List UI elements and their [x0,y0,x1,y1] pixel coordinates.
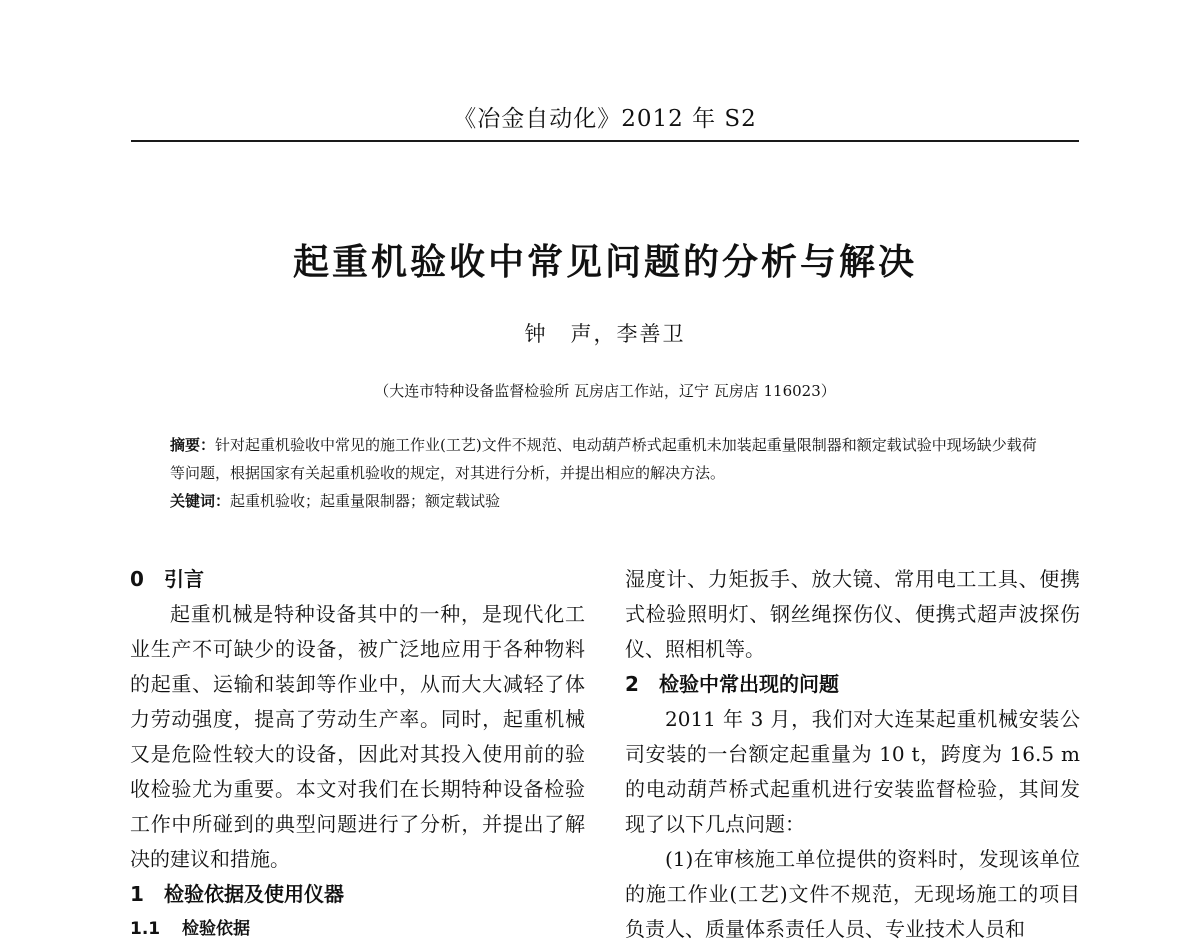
abstract-label: 摘要： [170,436,216,454]
keywords-text: 起重机验收；起重量限制器；额定载试验 [230,492,501,510]
subsection-heading-1-1 [130,912,585,947]
header-rule [131,140,1079,142]
keywords-label: 关键词： [170,492,231,510]
section-title: 引言 [164,567,204,591]
section-heading-1 [130,877,585,912]
item-1-paragraph: (1)在审核施工单位提供的资料时，发现该单位的施工作业(工艺)文件不规范，无现场施工的项目负责人、质量体系责任人员、专业技术人员和 [625,847,1080,941]
section-number: 1 [130,882,144,906]
section-number: 0 [130,567,144,591]
intro-paragraph: 起重机械是特种设备其中的一种，是现代化工业生产不可缺少的设备，被广泛地应用于各种物料的起重、运输和装卸等作业中，从而大大减轻了体力劳动强度，提高了劳动生产率。同时，起重机械又是危险性较大的设备，因此对其投入使用前的验收检验尤为重要。本文对我们在长期特种设备检验工作中所碰到的典型问题进行了分析，并提出了解决的建议和措施。 [130,602,585,871]
abstract-text: 针对起重机验收中常见的施工作业(工艺)文件不规范、电动葫芦桥式起重机未加装起重量限制器和额定载试验中现场缺少载荷等问题，根据国家有关起重机验收的规定，对其进行分析，并提出相应的解决方法。 [170,436,1037,482]
section-number: 1.1 [130,919,161,939]
right-column [625,562,1080,947]
journal-header: 《冶金自动化》2012 年 S2 [453,106,757,132]
left-column [130,562,585,947]
article-authors: 钟 声，李善卫 [524,322,686,346]
keywords [170,487,1050,515]
section-title: 检验中常出现的问题 [659,672,839,696]
section-heading-2 [625,667,1080,702]
section-title: 检验依据 [182,919,250,939]
section-2-paragraph: 2011 年 3 月，我们对大连某起重机械安装公司安装的一台额定起重量为 10 t，跨度为 16.5 m 的电动葫芦桥式起重机进行安装监督检验，其间发现了以下几点问题： [625,707,1080,836]
section-title: 检验依据及使用仪器 [164,882,344,906]
section-number: 2 [625,672,639,696]
continued-paragraph: 湿度计、力矩扳手、放大镜、常用电工工具、便携式检验照明灯、钢丝绳探伤仪、便携式超声波探伤仪、照相机等。 [625,567,1080,661]
article-title: 起重机验收中常见问题的分析与解决 [292,242,917,283]
section-heading-0 [130,562,585,597]
abstract-block [170,431,1050,515]
article-affiliation: （大连市特种设备监督检验所 瓦房店工作站，辽宁 瓦房店 116023） [374,382,836,400]
abstract [170,431,1050,487]
